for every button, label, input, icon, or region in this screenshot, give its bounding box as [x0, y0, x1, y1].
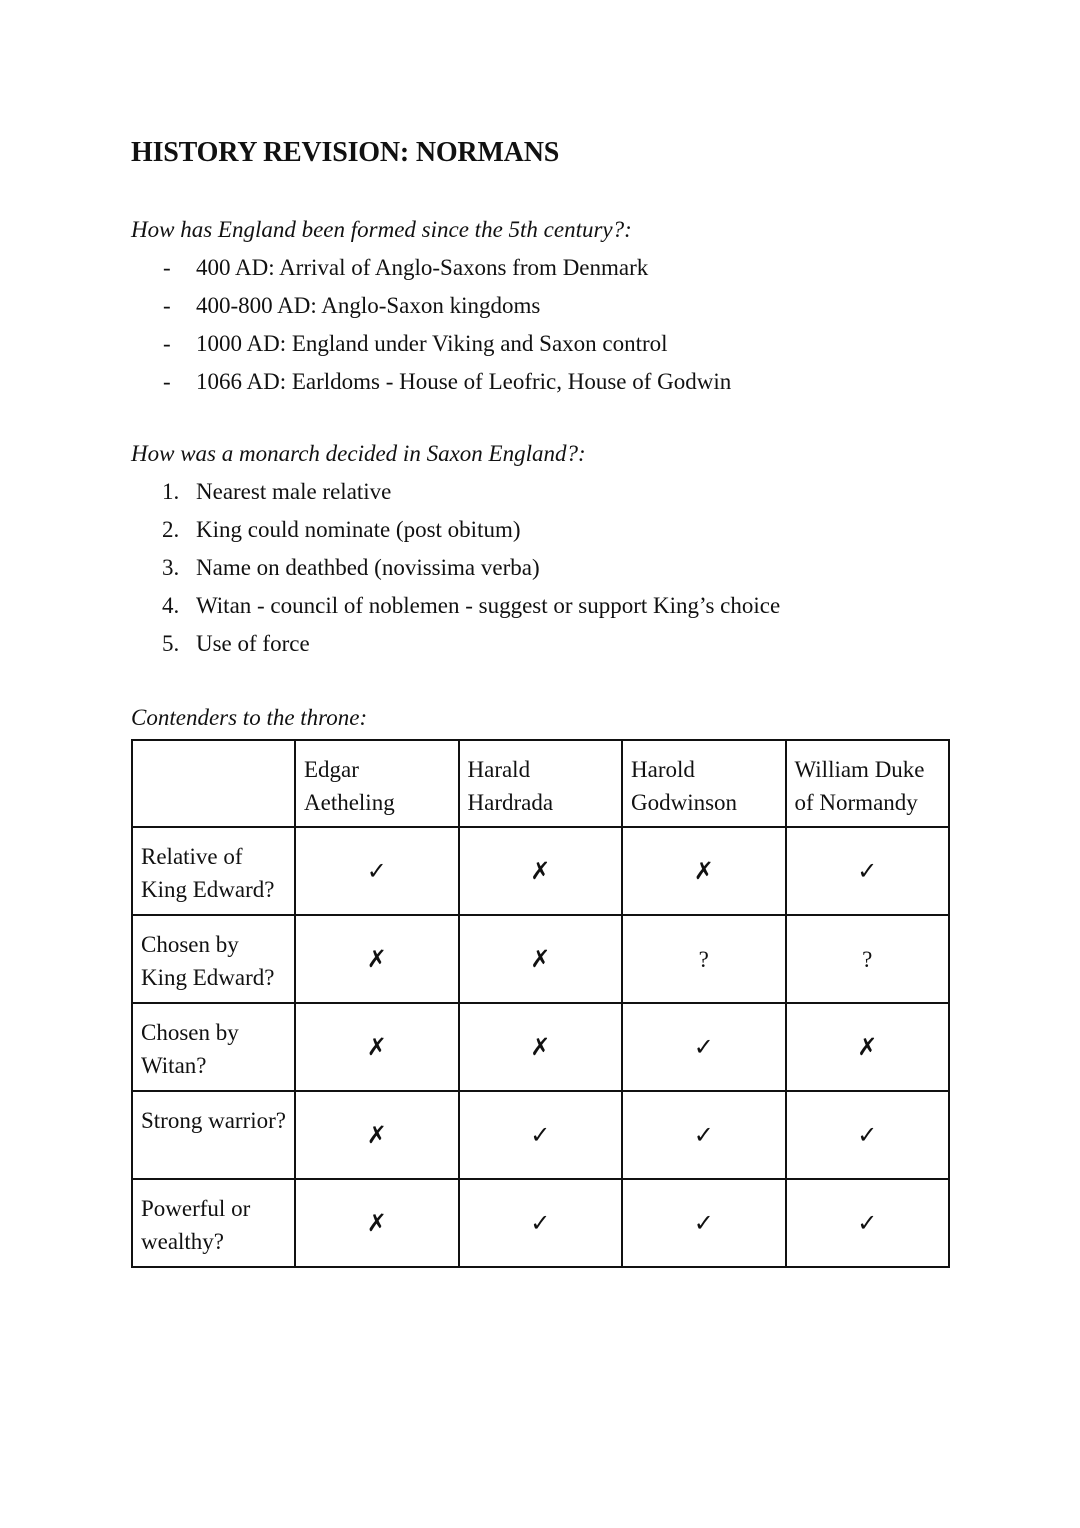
dash-bullet: - [163, 331, 171, 356]
table-row [132, 1179, 949, 1267]
list-number: 2. [162, 517, 180, 542]
monarch-criteria-list [131, 473, 951, 663]
list-item [131, 363, 951, 401]
row-label: Chosen by Witan? [132, 1003, 295, 1091]
list-item [131, 549, 951, 587]
table-cell-mark: ✓ [459, 1091, 623, 1179]
table-cell-mark: ✓ [786, 1179, 950, 1267]
table-cell-mark: ✗ [622, 827, 786, 915]
table-cell-mark: ✗ [295, 1179, 459, 1267]
dash-bullet: - [163, 293, 171, 318]
table-cell-mark: ✓ [295, 827, 459, 915]
table-row [132, 1003, 949, 1091]
list-item [131, 587, 951, 625]
document-page [131, 136, 951, 1268]
table-cell-mark: ? [786, 915, 950, 1003]
list-item-text: Use of force [196, 631, 310, 656]
table-cell-mark: ✓ [459, 1179, 623, 1267]
row-label: Chosen by King Edward? [132, 915, 295, 1003]
table-header-cell: Edgar Aetheling [295, 740, 459, 827]
list-item-text: Nearest male relative [196, 479, 392, 504]
list-number: 5. [162, 631, 180, 656]
list-item [131, 287, 951, 325]
table-cell-mark: ✗ [459, 1003, 623, 1091]
list-item-text: King could nominate (post obitum) [196, 517, 521, 542]
table-cell-mark: ✓ [622, 1003, 786, 1091]
table-header-cell: Harald Hardrada [459, 740, 623, 827]
dash-bullet: - [163, 369, 171, 394]
list-item-text: 1000 AD: England under Viking and Saxon control [196, 331, 668, 356]
table-cell-mark: ✓ [622, 1179, 786, 1267]
table-cell-mark: ✗ [459, 915, 623, 1003]
list-number: 3. [162, 555, 180, 580]
contenders-table [131, 739, 950, 1268]
table-header-row [132, 740, 949, 827]
table-cell-mark: ? [622, 915, 786, 1003]
dash-bullet: - [163, 255, 171, 280]
table-cell-mark: ✗ [295, 1091, 459, 1179]
list-item [131, 325, 951, 363]
table-cell-mark: ✓ [622, 1091, 786, 1179]
question-contenders: Contenders to the throne: [131, 705, 368, 730]
table-cell-mark: ✗ [786, 1003, 950, 1091]
table-row [132, 827, 949, 915]
table-cell-mark: ✓ [786, 1091, 950, 1179]
list-item [131, 625, 951, 663]
table-header-cell: William Duke of Normandy [786, 740, 950, 827]
table-cell-mark: ✗ [295, 915, 459, 1003]
list-item [131, 249, 951, 287]
row-label: Relative of King Edward? [132, 827, 295, 915]
page-title: HISTORY REVISION: NORMANS [131, 137, 560, 168]
table-cell-mark: ✗ [459, 827, 623, 915]
table-header-cell: Harold Godwinson [622, 740, 786, 827]
table-cell-mark: ✓ [786, 827, 950, 915]
list-item-text: Name on deathbed (novissima verba) [196, 555, 540, 580]
table-cell-mark: ✗ [295, 1003, 459, 1091]
list-item-text: 1066 AD: Earldoms - House of Leofric, House of Godwin [196, 369, 732, 394]
table-header-cell [132, 740, 295, 827]
list-number: 4. [162, 593, 180, 618]
list-item-text: Witan - council of noblemen - suggest or support King’s choice [196, 593, 781, 618]
row-label: Powerful or wealthy? [132, 1179, 295, 1267]
list-number: 1. [162, 479, 180, 504]
question-england-formation: How has England been formed since the 5th century?: [131, 217, 632, 242]
row-label: Strong warrior? [132, 1091, 295, 1179]
question-monarch-decision: How was a monarch decided in Saxon England?: [131, 441, 586, 466]
list-item-text: 400-800 AD: Anglo-Saxon kingdoms [196, 293, 541, 318]
list-item [131, 473, 951, 511]
timeline-list [131, 249, 951, 401]
list-item [131, 511, 951, 549]
table-row [132, 915, 949, 1003]
table-row [132, 1091, 949, 1179]
list-item-text: 400 AD: Arrival of Anglo-Saxons from Denmark [196, 255, 649, 280]
